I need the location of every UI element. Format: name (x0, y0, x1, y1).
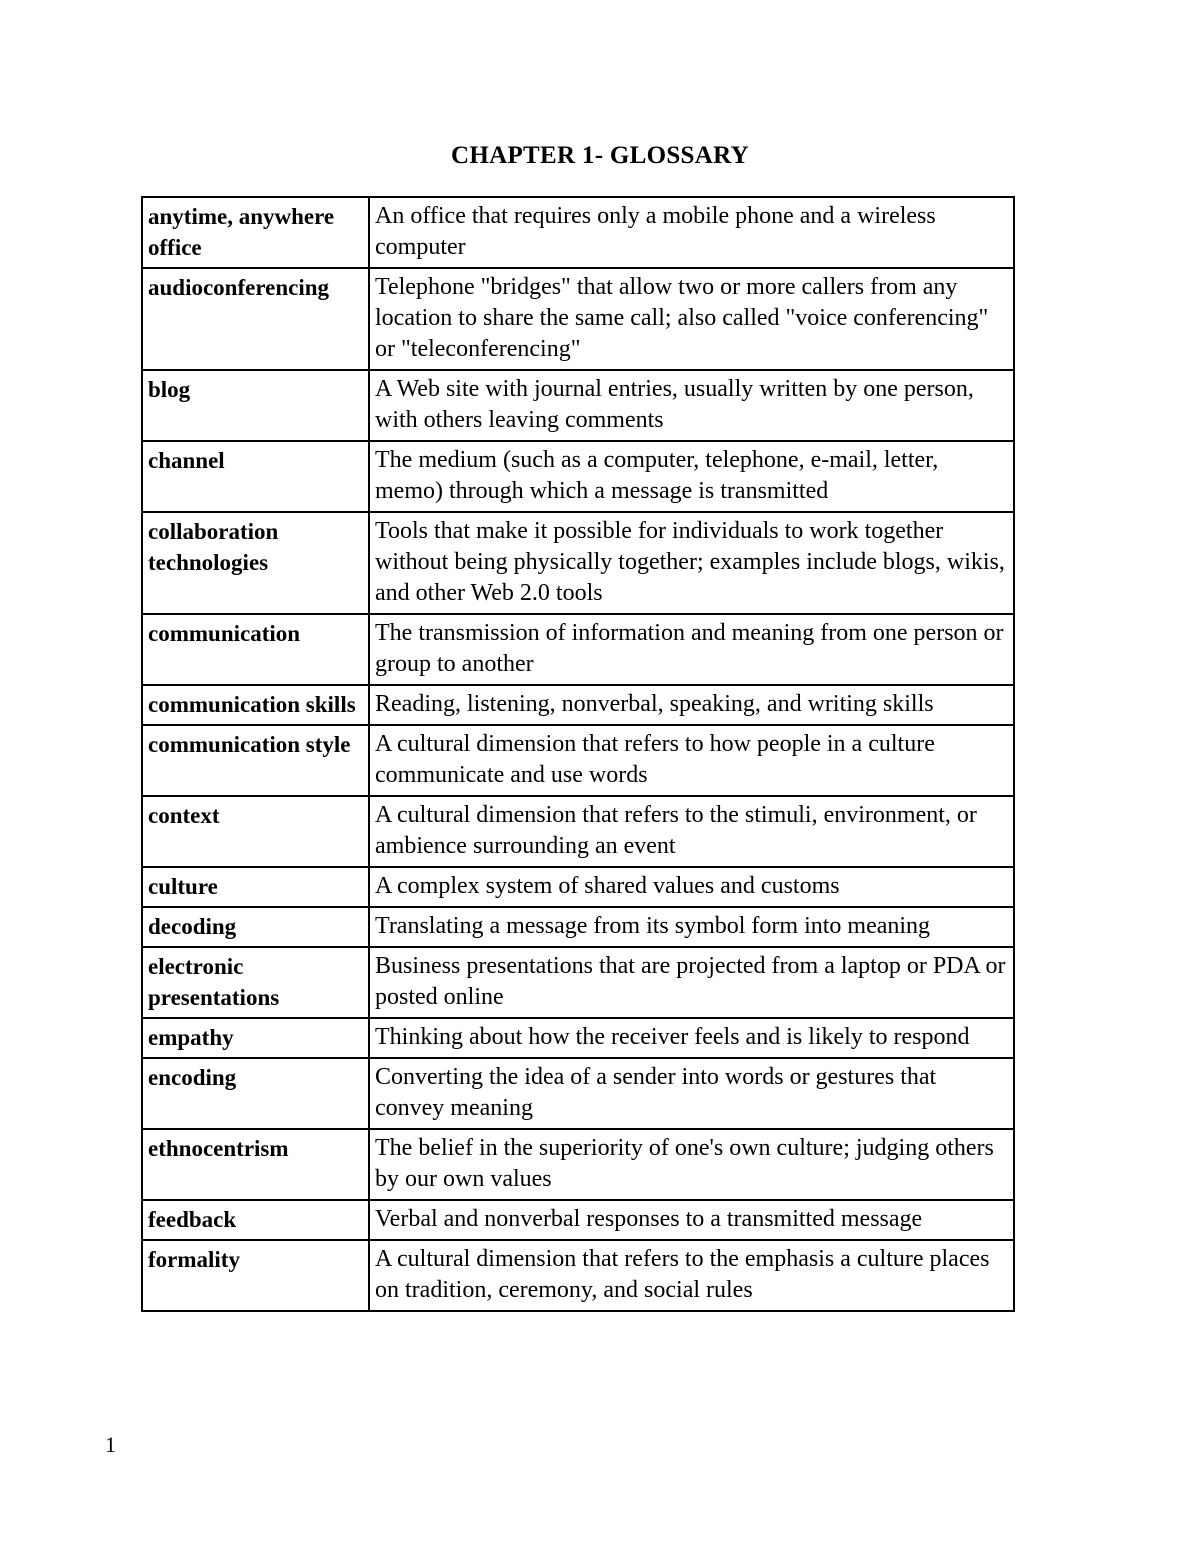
glossary-term: context (142, 796, 369, 867)
glossary-term: communication style (142, 725, 369, 796)
glossary-term: empathy (142, 1018, 369, 1058)
glossary-definition: Thinking about how the receiver feels and is likely to respond (369, 1018, 1014, 1058)
table-row (142, 725, 1014, 796)
glossary-definition: A complex system of shared values and customs (369, 867, 1014, 907)
page-title: CHAPTER 1- GLOSSARY (451, 142, 749, 169)
table-row (142, 614, 1014, 685)
table-row (142, 1240, 1014, 1311)
table-row (142, 370, 1014, 441)
table-row (142, 907, 1014, 947)
glossary-term: channel (142, 441, 369, 512)
table-row (142, 1018, 1014, 1058)
table-row (142, 796, 1014, 867)
table-row (142, 1058, 1014, 1129)
glossary-definition: Converting the idea of a sender into words or gestures that convey meaning (369, 1058, 1014, 1129)
glossary-definition: Telephone "bridges" that allow two or more callers from any location to share the same call; also called "voice conferencing" or "teleconferencing" (369, 268, 1014, 370)
glossary-definition: A Web site with journal entries, usually written by one person, with others leaving comments (369, 370, 1014, 441)
glossary-term: decoding (142, 907, 369, 947)
glossary-definition: The transmission of information and meaning from one person or group to another (369, 614, 1014, 685)
glossary-definition: Reading, listening, nonverbal, speaking, and writing skills (369, 685, 1014, 725)
glossary-term: communication (142, 614, 369, 685)
glossary-term: feedback (142, 1200, 369, 1240)
table-row (142, 1200, 1014, 1240)
table-row (142, 685, 1014, 725)
glossary-definition: Tools that make it possible for individuals to work together without being physically together; examples include blogs, wikis, and other Web 2.0 tools (369, 512, 1014, 614)
page-number: 1 (105, 1432, 116, 1457)
glossary-term: blog (142, 370, 369, 441)
glossary-term: culture (142, 867, 369, 907)
glossary-term: audioconferencing (142, 268, 369, 370)
table-row (142, 441, 1014, 512)
glossary-term: ethnocentrism (142, 1129, 369, 1200)
glossary-definition: The medium (such as a computer, telephone, e-mail, letter, memo) through which a message is transmitted (369, 441, 1014, 512)
glossary-definition: Translating a message from its symbol form into meaning (369, 907, 1014, 947)
glossary-term: encoding (142, 1058, 369, 1129)
table-row (142, 197, 1014, 268)
glossary-table (141, 196, 1015, 1312)
glossary-definition: Verbal and nonverbal responses to a transmitted message (369, 1200, 1014, 1240)
glossary-term: collaboration technologies (142, 512, 369, 614)
table-row (142, 867, 1014, 907)
glossary-definition: An office that requires only a mobile phone and a wireless computer (369, 197, 1014, 268)
table-row (142, 1129, 1014, 1200)
glossary-definition: A cultural dimension that refers to the emphasis a culture places on tradition, ceremony, and social rules (369, 1240, 1014, 1311)
glossary-definition: A cultural dimension that refers to the stimuli, environment, or ambience surrounding an event (369, 796, 1014, 867)
glossary-term: electronic presentations (142, 947, 369, 1018)
glossary-definition: The belief in the superiority of one's own culture; judging others by our own values (369, 1129, 1014, 1200)
table-row (142, 512, 1014, 614)
glossary-definition: A cultural dimension that refers to how people in a culture communicate and use words (369, 725, 1014, 796)
glossary-term: communication skills (142, 685, 369, 725)
table-row (142, 947, 1014, 1018)
glossary-term: formality (142, 1240, 369, 1311)
table-row (142, 268, 1014, 370)
glossary-term: anytime, anywhere office (142, 197, 369, 268)
glossary-definition: Business presentations that are projected from a laptop or PDA or posted online (369, 947, 1014, 1018)
